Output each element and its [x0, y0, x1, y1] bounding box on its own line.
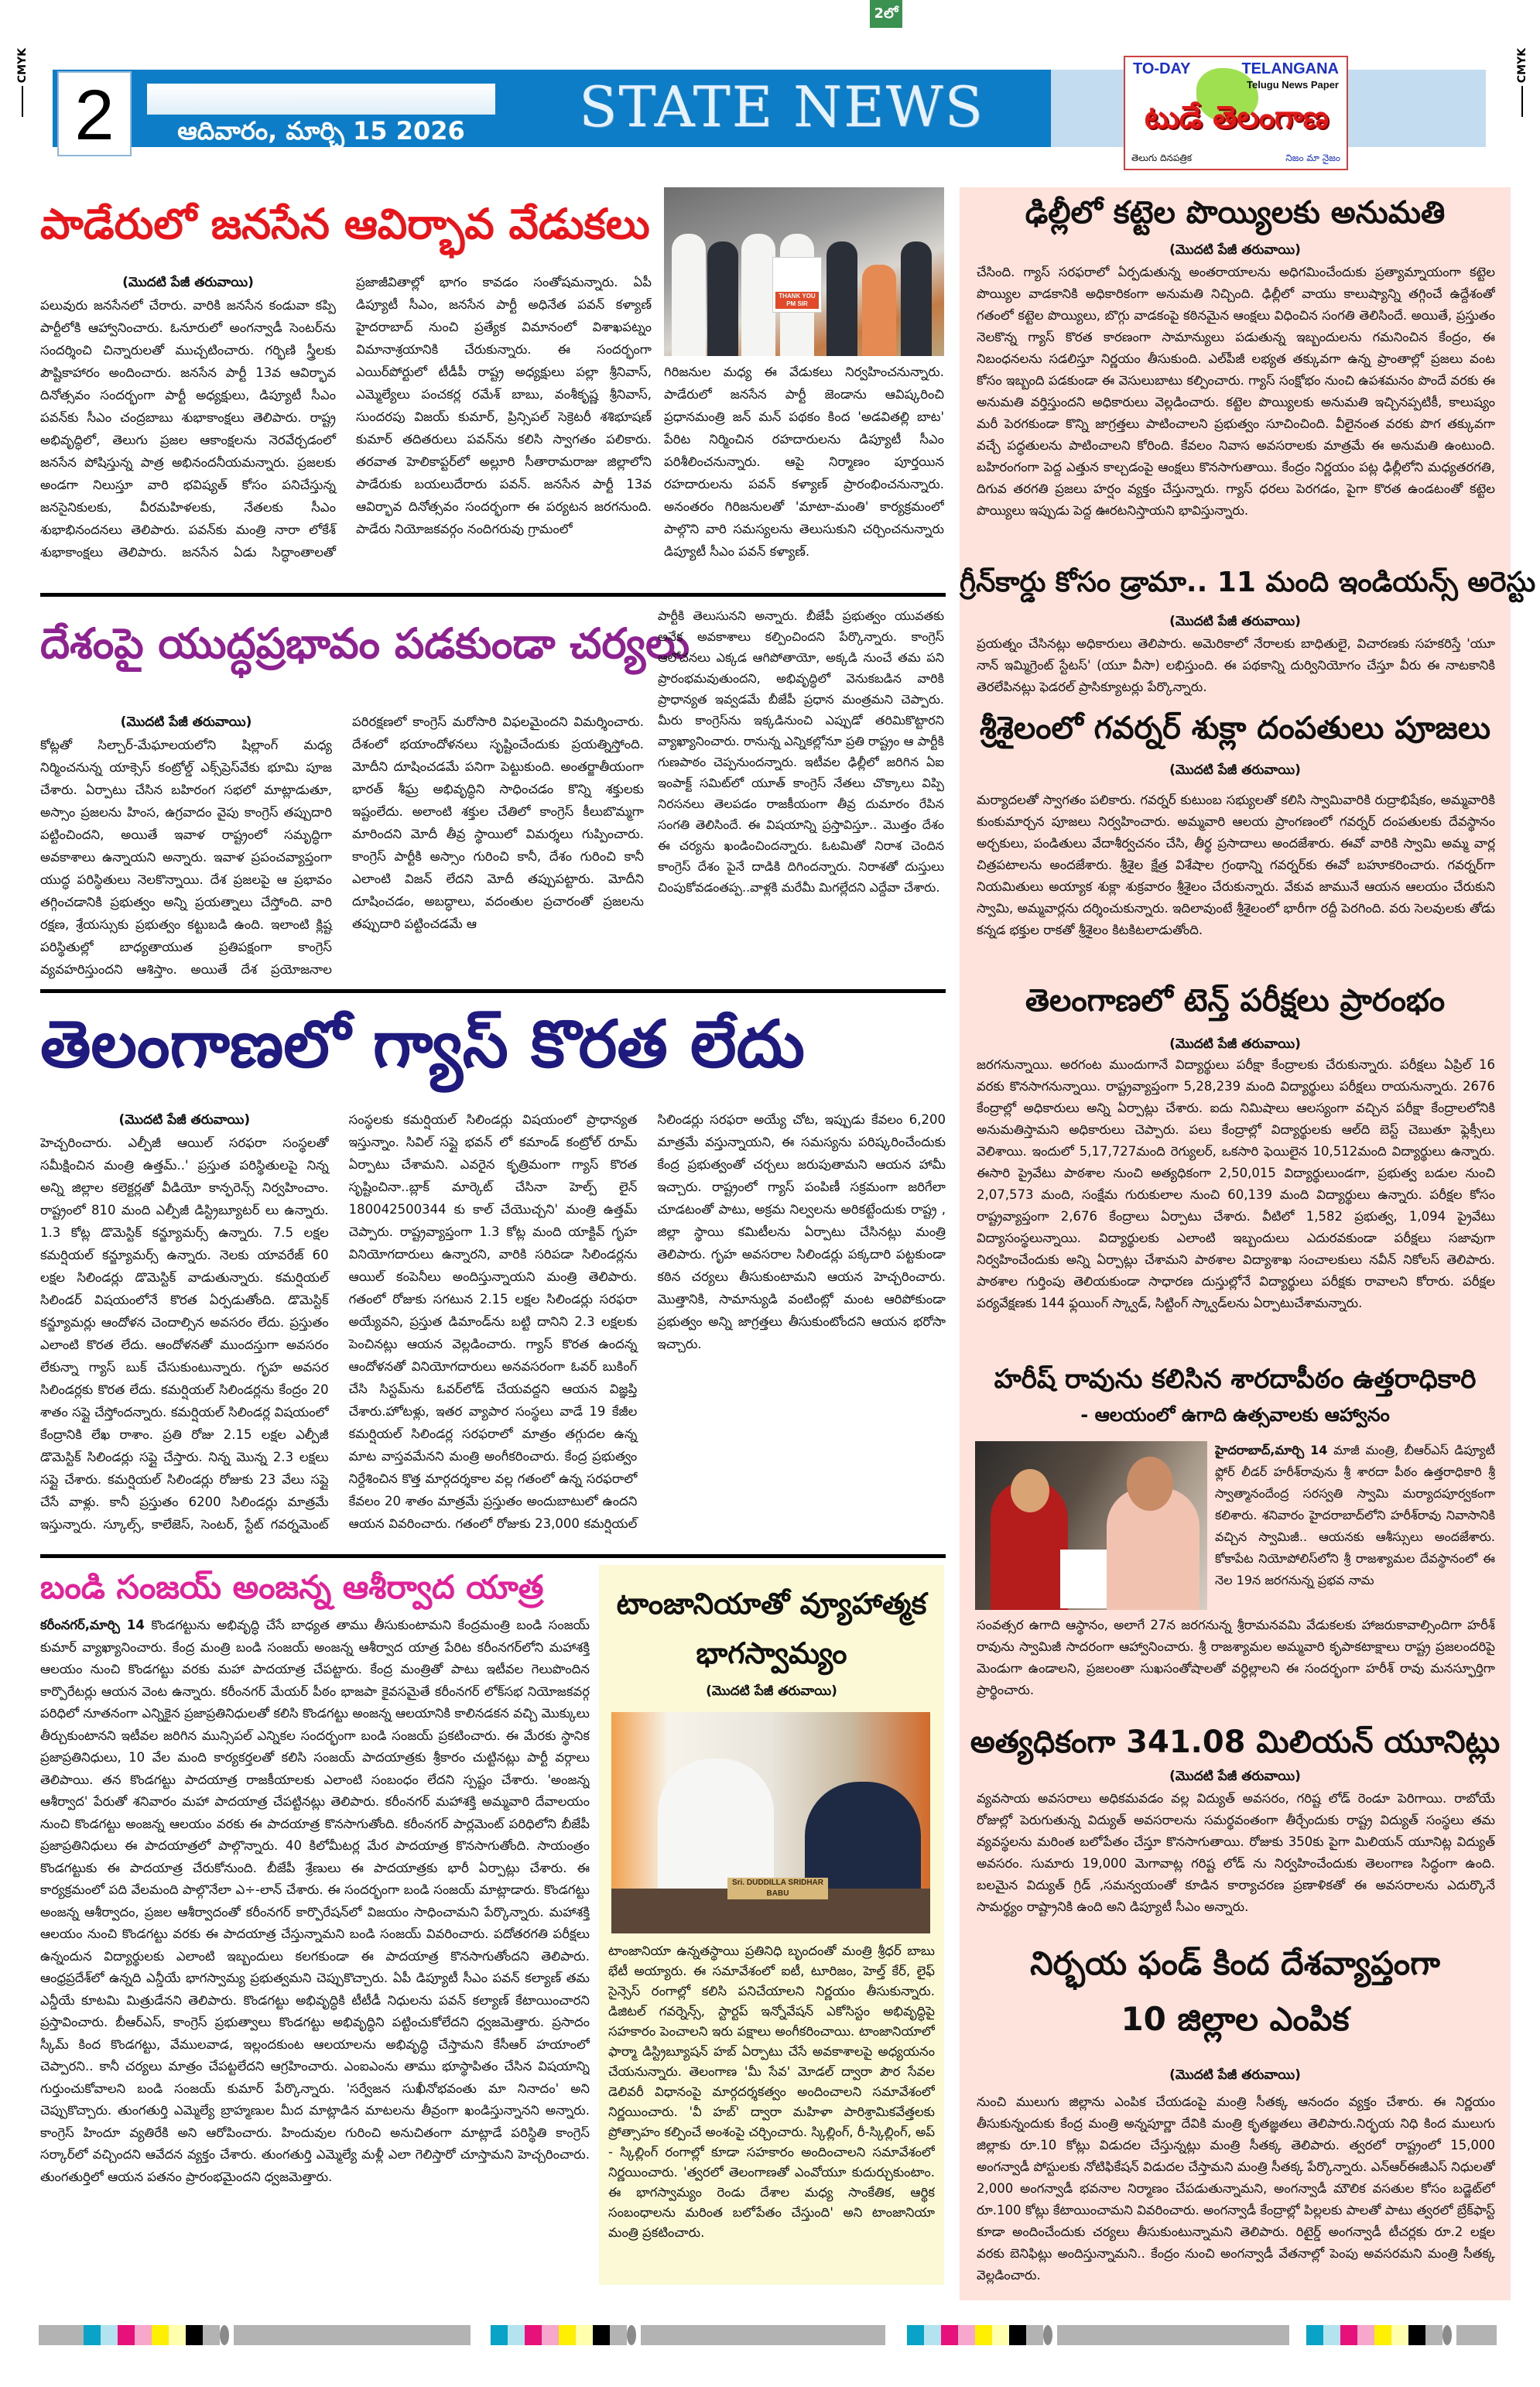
article-tenth-exams: జరగనున్నాయి. అరగంట ముందుగానే విద్యార్థులు పరీక్షా కేంద్రాలకు చేరుకున్నారు. పరీక్షలు ఏప్రిల్ 16 వరకు కొనసాగనున్నాయి. రాష్ట్రవ్యాప్తంగా 5,28,239 మంది విద్యార్థులు పరీక్షలు రాయనున్నారు. 2676 కేంద్రాల్లో అధికారులు అన్ని ఏర్పాట్లు చేశారు. ఐదు నిమిషాలు ఆలస్యంగా వచ్చిన పరీక్షా కేంద్రాలలోనికి అనుమతిస్తామని అధికారులు చెప్పారు. పలు కేంద్రాల్లో విద్యార్థులకు ఆల్‌ది బెస్ట్ చెబుతూ ఫ్లెక్సీలు వెలిశాయి. ఇందులో 5,17,727మంది రెగ్యులర్, ఒకసారి ఫెయిలైన 10,512మంది విద్యార్థులు ఉన్నారు. ఈసారి ప్రైవేటు పాఠశాల నుంచి అత్యధికంగా 2,50,015 విద్యార్థులుండగా, ప్రభుత్వ బడుల నుంచి 2,07,573 మంది, సంక్షేమ గురుకులాల నుంచి 60,139 మంది విద్యార్థులు ఉన్నారు. పరీక్షల కోసం రాష్ట్రవ్యాప్తంగా 2,676 కేంద్రాలు ఏర్పాటు చేశారు. వీటిలో 1,582 ప్రభుత్వ, 1,094 ప్రైవేటు విద్యాసంస్థలున్నాయి. విద్యార్థులకు ఎలాంటి ఇబ్బందులు ఎదురవకుండా పరీక్షలు సజావుగా నిర్వహించేందుకు అన్ని ఏర్పాట్లు చేశామని పాఠశాల విద్యాశాఖ సంచాలకులు నవీన్ నికోలస్ తెలిపారు. పాఠశాల గుర్తింపు తెలియకుండా సాధారణ దుస్తుల్లోనే విద్యార్థులు పరీక్షకు రావాలని కోరారు. పరీక్షల పర్యవేక్షణకు 144 ఫ్లయింగ్ స్క్వాడ్, సిట్టింగ్ స్క్వాడ్‌లను ఏర్పాటుచేశామన్నారు.: [977, 1057, 1495, 1310]
article-delhi-firewood: చేసింది. గ్యాస్ సరఫరాలో ఏర్పడుతున్న అంతరాయాలను అధిగమించేందుకు ప్రత్యామ్నాయంగా కట్టెల పొయ్యిల వాడకానికి అధికారికంగా అనుమతి నిచ్చింది. ఢిల్లీలో వాయు కాలుష్యాన్ని తగ్గించే ఉద్దేశంతో గతంలో కట్టెల పొయ్యిలు, బొగ్గు వాడకంపై కఠినమైన ఆంక్షలు విధించిన సంగతి తెలిసిందే. అయితే, ప్రస్తుతం నెలకొన్న గ్యాస్ కొరత కారణంగా సామాన్యులు పడుతున్న ఇబ్బందులను గమనించిన కేంద్రం, ఈ నిబంధనలను సడలిస్తూ నిర్ణయం తీసుకుంది. ఎల్‌పీజీ లభ్యత తక్కువగా ఉన్న ప్రాంతాల్లో ప్రజలు వంట కోసం ఇబ్బంది పడకుండా ఈ వెసులుబాటు కల్పించారు. గ్యాస్ సంక్షోభం నుంచి ఉపశమనం పొందే వరకు ఈ అనుమతి వర్తిస్తుందని అధికారులు వెల్లడించారు. కట్టెల పొయ్యిలకు అనుమతి ఇచ్చినప్పటికీ, కాలుష్యం మరీ పెరగకుండా కొన్ని జాగ్రత్తలు పాటించాలని ప్రభుత్వం సూచించింది. వీలైనంత వరకు పొగ తక్కువగా వచ్చే పద్ధతులను పాటించాలని కోరింది. కేవలం నివాస అవసరాలకు మాత్రమే ఈ అనుమతి ఉంటుంది. బహిరంగంగా పెద్ద ఎత్తున కాల్చడంపై ఆంక్షలు కొనసాగుతాయి. కేంద్రం నిర్ణయం పట్ల ఢిల్లీలోని మధ్యతరగతి, దిగువ తరగతి ప్రజలు హర్షం వ్యక్తం చేస్తున్నారు. గ్యాస్ ధరలు పెరగడం, పైగా కొరత ఉండటంతో కట్టెల పొయ్యిలు ఇప్పుడు పెద్ద ఊరటనిస్తాయని భావిస్తున్నారు.: [977, 265, 1495, 518]
logo-brand: టుడే తెలంగాణ: [1145, 100, 1329, 135]
article-body: హెచ్చరించారు. ఎల్పీజీ ఆయిల్ సరఫరా సంస్థలతో సమీక్షించిన మంత్రి ఉత్తమ్..' ప్రస్తుత పరిస్థితులపై నిన్న అన్ని జిల్లాల కలెక్టర్లతో వీడియో కాన్ఫరెన్స్ నిర్వహించాం. రాష్ట్రంలో 810 మంది ఎల్పీజీ డిస్ట్రిబ్యూటర్ లు ఉన్నారు. 1.3 కోట్ల డొమెస్టిక్ కన్జ్యూమర్స్ ఉన్నారు. 7.5 లక్షల కమర్షియల్ కన్జ్యూమర్స్ ఉన్నారు. నెలకు యావరేజ్ 60 లక్షల సిలిండర్లు డొమెస్టిక్ వాడుతున్నారు. కమర్షియల్ సిలిండర్ విషయంలోనే కొరత ఏర్పడుతోంది. డొమెస్టిక్ కన్జ్యూమర్లు ఆందోళన చెందాల్సిన అవసరం లేదు. ప్రస్తుతం ఎలాంటి కొరత లేదు. ఆందోళనతో ముందస్తుగా అవసరం లేకున్నా గ్యాస్ బుక్ చేసుకుంటున్నారు. గృహ అవసర సిలిండర్లకు కొరత లేదు. కమర్షియల్ సిలిండర్లను కేంద్రం 20 శాతం సప్లై చేస్తోందన్నారు. కమర్షియల్ సిలిండర్ల విషయంలో కేంద్రానికి లేఖ రాశాం. ప్రతి రోజు 2.15 లక్షల ఎల్పీజీ డొమెస్టిక్ సిలిండర్లు సప్లై చేస్తారు. నిన్న మొన్న 2.3 లక్షలు సప్లై చేశారు. కమర్షియల్ సిలిండర్లు రోజుకు 23 వేలు సప్లై చేసే వాళ్లు. కానీ ప్రస్తుతం 6200 సిలిండర్లు మాత్రమే ఇస్తున్నారు. స్కూల్స్, కాలేజెస్, సెంటర్, స్టేట్ గవర్నమెంట్ సంస్థలకు కమర్షియల్ సిలిండర్లు విషయంలో ప్రాధాన్యత ఇస్తున్నాం. సివిల్ సప్లై భవన్ లో కమాండ్ కంట్రోల్ రూమ్ ఏర్పాటు చేశామని. ఎవరైన కృత్రిమంగా గ్యాస్ కొరత సృష్టించినా..బ్లాక్ మార్కెట్ చేసినా హెల్ప్ లైన్ 180042500344 కు కాల్ చేయొచ్చని' మంత్రి ఉత్తమ్ చెప్పారు. రాష్ట్రవ్యాప్తంగా 1.3 కోట్ల మంది యాక్టివ్ గృహ వినియోగదారులు ఉన్నారని, వారికి సరిపడా సిలిండర్లను ఆయిల్ కంపెనీలు అందిస్తున్నాయని మంత్రి తెలిపారు. గతంలో రోజుకు సగటున 2.15 లక్షల సిలిండర్లు సరఫరా అయ్యేవని, ప్రస్తుత డిమాండ్‌ను బట్టి దానిని 2.3 లక్షలకు పెంచినట్లు ఆయన వెల్లడించారు. గ్యాస్ కొరత ఉందన్న ఆందోళనతో వినియోగదారులు అనవసరంగా ఓవర్ బుకింగ్ చేసి సిస్టమ్‌ను ఓవర్‌లోడ్ చేయవద్దని ఆయన విజ్ఞప్తి చేశారు.హోటళ్లు, ఇతర వ్యాపార సంస్థలు వాడే 19 కేజీల కమర్షియల్ సిలిండర్ల సరఫరాలో మాత్రం తగ్గుదల ఉన్న మాట వాస్తవమేనని మంత్రి అంగీకరించారు. కేంద్ర ప్రభుత్వం నిర్దేశించిన కొత్త మార్గదర్శకాల వల్ల గతంలో ఉన్న సరఫరాలో కేవలం 20 శాతం మాత్రమే ప్రస్తుతం అందుబాటులో ఉందని ఆయన వివరించారు. గతంలో రోజుకు 23,000 కమర్షియల్ సిలిండర్లు సరఫరా అయ్యే చోట, ఇప్పుడు కేవలం 6,200 మాత్రమే వస్తున్నాయని, ఈ సమస్యను పరిష్కరించేందుకు కేంద్ర ప్రభుత్వంతో చర్చలు జరుపుతామని ఆయన హామీ ఇచ్చారు. రాష్ట్రంలో గ్యాస్ పంపిణీ సక్రమంగా జరిగేలా చూడటంతో పాటు, అక్రమ నిల్వలను అరికట్టేందుకు రాష్ట్ర , జిల్లా స్థాయి కమిటీలను ఏర్పాటు చేసినట్లు మంత్రి తెలిపారు. గృహ అవసరాల సిలిండర్లు పక్కదారి పట్టకుండా కఠిన చర్యలు తీసుకుంటామని ఆయన హెచ్చరించారు. మొత్తానికి, సామాన్యుడి వంటింట్లో మంట ఆరిపోకుండా ప్రభుత్వం అన్ని జాగ్రత్తలు తీసుకుంటోందని ఆయన భరోసా ఇచ్చారు.: [40, 1112, 946, 1532]
divider: [40, 1554, 946, 1558]
printer-color-bar: [907, 2325, 1289, 2345]
photo-figure: [741, 234, 775, 356]
photo-face: [1011, 1469, 1049, 1512]
photo-face: [1127, 1457, 1173, 1511]
continued-label: (మొదటి పేజీ తరువాయి): [1169, 762, 1301, 778]
article-war-effect: [40, 711, 644, 985]
photo-figure: [707, 241, 738, 356]
newspaper-logo[interactable]: [1124, 56, 1348, 170]
headline-srisailam[interactable]: శ్రీశైలంలో గవర్నర్ శుక్లా దంపతులు పూజలు: [979, 711, 1491, 746]
tanzania-meeting-photo: [611, 1712, 930, 1933]
dateline: హైదరాబాద్,మార్చి 14: [1215, 1443, 1328, 1457]
dateline: కరీంనగర్,మార్చి 14: [40, 1618, 145, 1632]
continued-label: (మొదటి పేజీ తరువాయి): [1169, 1769, 1301, 1784]
photo-figure: [901, 241, 932, 356]
article-body: మాజీ మంత్రి, బీఆర్ఎస్ డిప్యూటీ ఫ్లోర్ లీడర్ హరీశ్‌రావును శ్రీ శారదా పీఠం ఉత్తరాధికారి శ్రీ స్వాత్మానందేంద్ర సరస్వతి స్వామి మర్యాదపూర్వకంగా కలిశారు. శనివారం హైదరాబాద్‌లోని హరీశ్‌రావు నివాసానికి వచ్చిన స్వామిజీ.. ఆయనకు ఆశీస్సులు అందజేశారు. కోకాపేట నియోపోలిస్‌లోని శ్రీ రాజశ్యామల దేవస్థానంలో ఈ నెల 19న జరగనున్న ప్రభవ నామ: [1215, 1443, 1495, 1587]
logo-today: TO-DAY: [1133, 60, 1191, 77]
article-columns: [40, 271, 652, 580]
photo-figure: [862, 265, 896, 356]
article-nirbhaya: నుంచి ములుగు జిల్లాను ఎంపిక చేయడంపై మంత్రి సీతక్క ఆనందం వ్యక్తం చేశారు. ఈ నిర్ణయం తీసుకున్నందుకు కేంద్ర మంత్రి అన్నపూర్ణా దేవికి మంత్రి కృతజ్ఞతలు తెలిపారు.నిర్భయ నిధి కింద ములుగు జిల్లాకు రూ.10 కోట్లు విడుదల చేస్తున్నట్లు మంత్రి సీతక్క తెలిపారు. త్వరలో రాష్ట్రంలో 15,000 అంగన్వాడీ పోస్టులకు నోటిఫికేషన్ విడుదల చేస్తామని మంత్రి సీతక్క పేర్కొన్నారు. ఎన్‌ఆర్‌ఈజీఎస్ నిధులతో 2,000 అంగన్వాడీ భవనాల నిర్మాణం చేపడుతున్నామని, అంగన్వాడీ మౌలిక వసతుల కోసం బడ్జెట్‌లో రూ.100 కోట్లు కేటాయించామని వివరించారు. అంగన్వాడీ కేంద్రాల్లో పిల్లలకు పాలతో పాటు త్వరలో బ్రేక్‌ఫాస్ట్ కూడా అందించేందుకు చర్యలు తీసుకుంటున్నామని తెలిపారు. రిటైర్డ్ అంగన్వాడీ టీచర్లకు రూ.2 లక్షల వరకు బెనిఫిట్లు అందిస్తున్నామని.. కేంద్రం నుంచి అంగన్వాడీ వేతనాల్లో పెంపు అవసరమని మంత్రి సీతక్క వెల్లడించారు.: [977, 2094, 1495, 2283]
date-box-highlight: [147, 84, 495, 115]
continued-label: (మొదటి పేజీ తరువాయి): [1169, 614, 1301, 629]
harish-rao-photo: [975, 1441, 1207, 1610]
article-columns: [40, 711, 644, 985]
name-plate: Sri. DUDDILLA SRIDHAR BABU: [727, 1878, 828, 1899]
article-body: కొండగట్టును అభివృద్ధి చేసే బాధ్యత తాము తీసుకుంటామని కేంద్రమంత్రి బండి సంజయ్ కుమార్ వ్యాఖ్యానించారు. కేంద్ర మంత్రి బండి సంజయ్ అంజన్న ఆశీర్వాద యాత్ర పేరిట కరీంనగర్‌లోని మహాశక్తి ఆలయం నుంచి కొండగట్టు వరకు మహా పాదయాత్ర చేపట్టారు. కేంద్ర మంత్రితో పాటు ఇటీవల గెలుపొందిన కార్పొరేటర్లు ఆయన వెంట ఉన్నారు. కరీంనగర్ మేయర్ పీఠం భాజపా కైవసమైతే కరీంనగర్ లోక్‌సభ నియోజకవర్గ పరిధిలో నూతనంగా ఎన్నికైన ప్రజాప్రతినిధులతో కలిసి కొండగట్టు అంజన్న ఆలయానికి కాలినడకన వచ్చి మొక్కులు తీర్చుకుంటానని ఇటీవల జరిగిన మున్సిపల్ ఎన్నికల సందర్భంగా బండి సంజయ్ ప్రకటించారు. ఈ మేరకు స్థానిక ప్రజాప్రతినిధులు, 10 వేల మంది కార్యకర్తలతో కలిసి సంజయ్ పాదయాత్రకు శ్రీకారం చుట్టినట్లు పార్టీ వర్గాలు తెలిపాయి. తన కొండగట్టు పాదయాత్ర రాజకీయాలకు ఎలాంటి సంబంధం లేదని స్పష్టం చేశారు. 'అంజన్న ఆశీర్వాద' పేరుతో శనివారం మహా పాదయాత్ర చేపట్టినట్లు తెలిపారు. కరీంనగర్ మహాశక్తి అమ్మవారి దేవాలయం నుంచి కొండగట్టు అంజన్న ఆలయం వరకు ఈ పాదయాత్ర కొనసాగుతోంది. కరీంనగర్ పార్లమెంట్ పరిధిలోని బీజేపీ ప్రజాప్రతినిధులు ఈ పాదయాత్రలో పాల్గొన్నారు. 40 కిలోమీటర్ల మేర పాదయాత్ర కొనసాగుతోంది. సాయంత్రం కొండగట్టుకు ఈ పాదయాత్ర చేరుకోనుంది. బీజేపీ శ్రేణులు ఈ పాదయాత్రకు భారీ ఏర్పాట్లు చేశారు. ఈ కార్యక్రమంలో పది వేలమంది పాల్గొనేలా ఎ÷-లాన్ చేశారు. ఈ సందర్భంగా బండి సంజయ్ మాట్లాడారు. కొండగట్టు అంజన్న ఆశీర్వాదం, ప్రజల ఆశీర్వాదంతో కరీంనగర్ కార్పొరేషన్‌లో విజయం సాధించామని పేర్కొన్నారు. మహాశక్తి ఆలయం నుంచి కొండగట్టు వరకు ఈ పాదయాత్ర చేస్తున్నామని బండి సంజయ్ వివరించారు. పదోతరగతి పరీక్షలు ఉన్నందున విద్యార్థులకు ఎలాంటి ఇబ్బందులు కలగకుండా ఈ పాదయాత్ర కొనసాగుతోందని తెలిపారు. ఆంధ్రప్రదేశ్‌లో ఉన్నది ఎన్డీయే భాగస్వామ్య ప్రభుత్వమని చెప్పుకొచ్చారు. ఏపీ డిప్యూటీ సీఎం పవన్ కల్యాణ్ తమ ఎన్డీయే కూటమి మిత్రుడేనని తెలిపారు. కొండగట్టు అభివృద్ధికి టీటీడీ నిధులను పవన్ కల్యాణ్ కేటాయించారని ప్రస్తావించారు. బీఆర్ఎస్, కాంగ్రెస్ ప్రభుత్వాలు కొండగట్టు అభివృద్ధిని పట్టించుకోలేదని ధ్వజమెత్తారు. ప్రసాదం స్కీమ్ కింద కొండగట్టు, వేములవాడ, ఇల్లందకుంట ఆలయాలను అభివృద్ధి చేస్తామని కేసీఆర్ హయాంలో చెప్పారని.. కానీ చర్యలు మాత్రం చేపట్టలేదని ఆగ్రహించారు. ఎంఐఎంను తాము భూస్థాపితం చేసిన విషయాన్ని గుర్తుంచుకోవాలని బండి సంజయ్ కుమార్ పేర్కొన్నారు. 'సర్వేజన సుఖీనోభవంతు మా నినాదం' అని చెప్పుకొచ్చారు. తుంగతుర్తి ఎమ్మెల్యే బ్రాహ్మణుల మీద మాట్లాడిన మాటలను తీవ్రంగా ఖండిస్తున్నానని అన్నారు. కాంగ్రెస్ హిందూ వ్యతిరేకి అని ఆరోపించారు. హిందువుల గురించి అనుచితంగా మాట్లాడే పరిస్థితి కాంగ్రెస్ సర్కార్‌లో వచ్చిందని ఆవేదన వ్యక్తం చేశారు. తుంగతుర్తి ఎమ్మెల్యే మళ్లీ ఎలా గెలిస్తారో చూస్తామని హెచ్చరించారు. తుంగతుర్తిలో ఆయన పతనం ప్రారంభమైందని ధ్వజమెత్తారు.: [40, 1618, 590, 2184]
continued-label: (మొదటి పేజీ తరువాయి): [120, 714, 252, 730]
printer-color-bar: [1306, 2325, 1497, 2345]
article-bandi-sanjay: [40, 1615, 590, 2288]
article-body: కోట్లతో సిల్చార్-మేఘాలయలోని షిల్లాంగ్ మధ్య నిర్మించనున్న యాక్సెస్ కంట్రోల్డ్ ఎక్స్‌ప్రెస్‌వేకు భూమి పూజ చేశారు. ఏర్పాటు చేసిన బహిరంగ సభలో మాట్లాడుతూ, అస్సాం ప్రజలను హింస, ఉగ్రవాదం వైపు కాంగ్రెస్ తప్పుదారి పట్టించిందని, అయితే ఇవాళ రాష్ట్రంలో సమృద్ధిగా అవకాశాలు ఉన్నాయని అన్నారు. ఇవాళ ప్రపంచవ్యాప్తంగా యుద్ధ పరిస్థితులు నెలకొన్నాయి. దేశ ప్రజలపై ఆ ప్రభావం తగ్గించడానికి ప్రభుత్వం అన్ని ప్రయత్నాలు చేస్తోంది. వారి రక్షణ, శ్రేయస్సుకు ప్రభుత్వం కట్టుబడి ఉంది. ఇలాంటి క్లిష్ట పరిస్థితుల్లో బాధ్యతాయుత ప్రతిపక్షంగా కాంగ్రెస్ వ్యవహరిస్తుందని ఆశిస్తాం. అయితే దేశ ప్రయోజనాల పరిరక్షణలో కాంగ్రెస్ మరోసారి విఫలమైందని విమర్శించారు. దేశంలో భయాందోళనలు సృష్టించేందుకు ప్రయత్నిస్తోంది. మోదీని దూషించడమే పనిగా పెట్టుకుంది. అంతర్జాతీయంగా భారత్ శీఘ్ర అభివృద్ధిని సాధించడం కొన్ని శక్తులకు ఇష్టంలేదు. అలాంటి శక్తుల చేతిలో కాంగ్రెస్ కీలుబొమ్మగా మారిందని మోదీ తీవ్ర స్థాయిలో విమర్శలు గుప్పించారు. కాంగ్రెస్ పార్టీకి అస్సాం గురించి కానీ, దేశం గురించి కానీ ఎలాంటి విజన్ లేదని మోదీ తప్పుపట్టారు. మోదీని దూషించడం, అబద్ధాలు, వదంతుల ప్రచారంతో ప్రజలను తప్పుదారి పట్టించడమే ఆ: [40, 714, 644, 977]
article-war-effect-side: పార్టీకి తెలుసునని అన్నారు. బీజేపీ ప్రభుత్వం యువతకు అనేక అవకాశాలు కల్పించిందని పేర్కొన్నారు. కాంగ్రెస్ ఆలోచనలు ఎక్కడ ఆగిపోతాయో, అక్కడి నుంచే తమ పని ప్రారంభమవుతుందని, అభివృద్ధిలో వెనుకబడిన వారికి ప్రాధాన్యత ఇవ్వడమే బీజేపీ ప్రధాన మంత్రమని చెప్పారు. మీరు కాంగ్రెస్‌ను ఇక్కడినుంచి ఎప్పుడో తరిమికొట్టారని వ్యాఖ్యానించారు. రానున్న ఎన్నికల్లోనూ ప్రతి రాష్ట్రం ఆ పార్టీకి గుణపాఠం చెప్పనుందన్నారు. ఇటీవల ఢిల్లీలో జరిగిన ఏఐ ఇంపాక్ట్ సమిట్‌లో యూత్ కాంగ్రెస్ నేతలు చొక్కాలు విప్పి నిరసనలు తెలపడం రాజకీయంగా తీవ్ర దుమారం రేపిన సంగతి తెలిసిందే. ఈ విషయాన్ని ప్రస్తావిస్తూ.. మొత్తం దేశం ఈ చర్యను ఖండించిందన్నారు. ఓటమితో నిరాశ చెందిన కాంగ్రెస్ దేశం పైనే దాడికి దిగిందన్నారు. నిరాశతో దుస్తులు చింపుకోవడంతప్ప..వాళ్లకి మరేమీ మిగల్లేదని ఎద్దేవా చేశారు.: [658, 608, 944, 895]
continued-label: (మొదటి పేజీ తరువాయి): [118, 1112, 251, 1128]
article-jana-sena: [40, 271, 652, 580]
invitation-letter: [1060, 1550, 1107, 1608]
headline-jana-sena[interactable]: పాడేరులో జనసేన ఆవిర్భావ వేడుకలు: [40, 200, 650, 248]
headline-nirbhaya-line2[interactable]: 10 జిల్లాల ఎంపిక: [1121, 2000, 1350, 2038]
article-gas-shortage: [40, 1108, 946, 1551]
continued-label: (మొదటి పేజీ తరువాయి): [1169, 242, 1301, 258]
continued-label: (మొదటి పేజీ తరువాయి): [706, 1683, 837, 1699]
headline-tanzania[interactable]: టాంజానియాతో వ్యూహాత్మక భాగస్వామ్యం: [616, 1587, 927, 1670]
article-tanzania: [599, 1565, 944, 2285]
logo-subtitle: Telugu News Paper: [1247, 79, 1339, 91]
issue-date: ఆదివారం, మార్చి 15 2026: [177, 116, 465, 146]
headline-tenth-exams[interactable]: తెలంగాణలో టెన్త్ పరీక్షలు ప్రారంభం: [1025, 983, 1446, 1019]
registration-bar: [1521, 86, 1523, 117]
headline-power-units[interactable]: అత్యధికంగా 341.08 మిలియన్ యూనిట్లు: [970, 1724, 1501, 1760]
photo-figure: [826, 241, 857, 356]
logo-tagline-left: తెలుగు దినపత్రిక: [1131, 152, 1193, 163]
headline-harish-rao[interactable]: హరీష్ రావును కలిసిన శారదాపీఠం ఉత్తరాధికారి: [994, 1364, 1477, 1395]
article-srisailam: మర్యాదలతో స్వాగతం పలికారు. గవర్నర్ కుటుంబ సభ్యులతో కలిసి స్వామివారికి రుద్రాభిషేకం, అమ్మవారికి కుంకుమార్చన పూజలు నిర్వహించారు. అమ్మవారి ఆలయ ప్రాంగణంలో గవర్నర్ దంపతులకు దేవస్థానం అర్చకులు, పండితులు వేదాశీర్వచనం చేసి, తీర్థ ప్రసాదాలు అందజేశారు. ఈవో వారికి స్వామి అమ్మ వార్ల చిత్రపటాలను అందజేశారు. శ్రీశైల క్షేత్ర విశేషాల గ్రంథాన్ని గవర్నర్‌కు ఈవో బహూకరించారు. గవర్నర్‌గా నియమితులు అయ్యాక శుక్లా శుక్రవారం శ్రీశైలం చేరుకున్నారు. వేకువ జామునే ఆయన ఆలయం చేరుకుని స్వామి, అమ్మవార్లను దర్శించుకున్నారు. ఇదిలావుంటే శ్రీశైలంలో భారీగా రద్దీ పెరగింది. వరు సెలవులకు తోడు కన్నడ భక్తుల రాకతో శ్రీశైలం కిటకిటలాడుతోంది.: [977, 793, 1495, 937]
continued-label: (మొదటి పేజీ తరువాయి): [122, 275, 254, 290]
article-harish-rao-continued: సంవత్సర ఉగాది ఆస్థానం, అలాగే 27న జరగనున్న శ్రీరామనవమి వేడుకలకు హాజరుకావాల్సిందిగా హరీశ్ రావును స్వామిజీ సాదరంగా ఆహ్వానించారు. శ్రీ రాజశ్యామల అమ్మవారి కృపాకటాక్షాలు రాష్ట్ర ప్రజలందరిపై మెండుగా ఉండాలని, ప్రజలంతా సుఖసంతోషాలతో వర్ధిల్లాలని ఈ సందర్భంగా హరీశ్ రావు మనస్ఫూర్తిగా ప్రార్థించారు.: [977, 1618, 1495, 1697]
jana-sena-event-photo: [664, 187, 944, 356]
article-jana-sena-side: గిరిజనుల మధ్య ఈ వేడుకలు నిర్వహించనున్నారు. పాడేరులో జనసేన పార్టీ జెండాను ఆవిష్కరించి ప్రధానమంత్రి జన్ మన్ పథకం కింద 'అడవితల్లి బాట' పేరిట నిర్మించిన రహదారులను డిప్యూటీ సీఎం పరిశీలించనున్నారు. ఆపై నిర్మాణం పూర్తయిన రహదారులను పవన్ కళ్యాణ్ ప్రారంభించనున్నారు. అనంతరం గిరిజనులతో 'మాటా-మంతి' కార్యక్రమంలో పాల్గొని వారి సమస్యలను తెలుసుకుని చర్చించనున్నారు డిప్యూటీ సీఎం పవన్ కళ్యాణ్.: [664, 365, 944, 559]
registration-mark-label: CMYK: [1516, 48, 1528, 84]
headline-bandi-sanjay[interactable]: బండి సంజయ్ అంజన్న ఆశీర్వాద యాత్ర: [40, 1568, 544, 1606]
page-number: 2: [57, 71, 132, 156]
headline-green-card[interactable]: గ్రీన్‌కార్డు కోసం డ్రామా.. 11 మంది ఇండియన్స్ అరెస్టు: [960, 567, 1536, 598]
divider: [40, 989, 946, 993]
page-continuation-tag: 2లో: [870, 0, 902, 28]
continued-label: (మొదటి పేజీ తరువాయి): [1169, 1036, 1301, 1052]
cmyk-registration-mark-left: [15, 48, 29, 133]
article-green-card: ప్రయత్నం చేసినట్లు అధికారులు తెలిపారు. అమెరికాలో నేరాలకు బాధితులై, విచారణకు సహకరిస్తే 'యూ నాన్ ఇమ్మిగ్రెంట్ స్టేటస్' (యూ వీసా) లభిస్తుంది. ఈ పథకాన్ని దుర్వినియోగం చేస్తూ వీరు ఈ నాటకానికి తెరలేపినట్లు ఫెడరల్ ప్రాసిక్యూటర్లు పేర్కొన్నారు.: [977, 636, 1495, 694]
cmyk-registration-mark-right: [1515, 48, 1529, 133]
article-body: టాంజానియా ఉన్నతస్థాయి ప్రతినిధి బృందంతో మంత్రి శ్రీధర్ బాబు భేటీ అయ్యారు. ఈ సమావేశంలో ఐటీ, టూరిజం, హెల్త్ కేర్, లైఫ్ సైన్సెస్ రంగాల్లో కలిసి పనిచేయాలని నిర్ణయం తీసుకున్నారు. డిజిటల్ గవర్నెన్స్, స్టార్టప్ ఇన్నోవేషన్ ఎకోసిస్టం అభివృద్ధిపై సహకారం పెంచాలని ఇరు పక్షాలు అంగీకరించాయి. టాంజానియాలో ఫార్మా డిస్ట్రిబ్యూషన్ హబ్ ఏర్పాటు చేసే అవకాశాలపై అధ్యయనం చేయనున్నారు. తెలంగాణ 'మీ సేవ' మోడల్ ద్వారా పౌర సేవల డెలివరీ విధానంపై మార్గదర్శకత్వం అందించాలని సమావేశంలో నిర్ణయించారు. 'వీ హబ్' ద్వారా మహిళా పారిశ్రామికవేత్తలకు ప్రోత్సాహం కల్పించే అంశంపై చర్చించారు. స్కిల్లింగ్, రీ-స్కిల్లింగ్, అప్ - స్కిల్లింగ్ రంగాల్లో కూడా సహకారం అందించాలని సమావేశంలో నిర్ణయించారు. 'త్వరలో తెలంగాణతో ఎంవోయూ కుదుర్చుకుంటాం. ఈ భాగస్వామ్యం రెండు దేశాల మధ్య సాంకేతిక, ఆర్థిక సంబంధాలను మరింత బలోపేతం చేస్తుంది' అని టాంజానియా మంత్రి ప్రకటించారు.: [608, 1944, 935, 2240]
printer-color-bar: [39, 2325, 471, 2345]
headline-war-effect[interactable]: దేశంపై యుద్ధప్రభావం పడకుండా చర్యలు: [40, 619, 690, 668]
printer-color-bar: [491, 2325, 885, 2345]
article-body: పలువురు జనసేనలో చేరారు. వారికి జనసేన కండువా కప్పి పార్టీలోకి ఆహ్వానించారు. ఓనూరులో అంగన్వాడీ సెంటర్‌ను సందర్శించి చిన్నారులతో ముచ్చటించారు. గర్భిణి స్త్రీలకు పౌష్టికాహారం అందించారు. జనసేన పార్టీ 13వ ఆవిర్భావ దినోత్సవం సందర్భంగా పార్టీ అధ్యక్షులు, డిప్యూటీ సీఎం పవన్‌కు సీఎం చంద్రబాబు శుభాకాంక్షలు తెలిపారు. రాష్ట్ర అభివృద్ధిలో, తెలుగు ప్రజల ఆకాంక్షలను నెరవేర్చడంలో జనసేన పోషిస్తున్న పాత్ర అభినందనీయమన్నారు. ప్రజలకు అండగా నిలుస్తూ వారి భవిష్యత్ కోసం పనిచేస్తున్న జనసైనికులకు, వీరమహిళలకు, నేతలకు సీఎం శుభాభినందనలు తెలిపారు. పవన్‌కు మంత్రి నారా లోకేశ్ శుభాకాంక్షలు తెలిపారు. జనసేన ఏడు సిద్ధాంతాలతో ప్రజాజీవితాల్లో భాగం కావడం సంతోషమన్నారు. ఏపీ డిప్యూటీ సీఎం, జనసేన పార్టీ అధినేత పవన్ కళ్యాణ్ హైదరాబాద్ నుంచి ప్రత్యేక విమానంలో విశాఖపట్నం విమానాశ్రయానికి చేరుకున్నారు. ఈ సందర్భంగా ఎయిర్‌పోర్టులో టీడీపీ రాష్ట్ర అధ్యక్షులు పల్లా శ్రీనివాస్, ఎమ్మెల్యేలు పంచకర్ల రమేశ్ బాబు, వంశీకృష్ణ శ్రీనివాస్, సుందరపు విజయ్ కుమార్, ప్రిన్సిపల్ సెక్రెటరీ శశిభూషణ్ కుమార్ తదితరులు పవన్‌ను కలిసి స్వాగతం పలికారు. తరవాత హెలికాప్టర్‌లో అల్లూరి సీతారామరాజు జిల్లాలోని పాడేరుకు బయలుదేరారు పవన్. జనసేన పార్టీ 13వ ఆవిర్భావ దినోత్సవం సందర్భంగా ఈ పర్యటన జరగనుంది. పాడేరు నియోజకవర్గం నందిగరువు గ్రామంలో: [40, 275, 652, 560]
headline-delhi-firewood[interactable]: ఢిల్లీలో కట్టెల పొయ్యిలకు అనుమతి: [1025, 195, 1446, 231]
continued-label: (మొదటి పేజీ తరువాయి): [1169, 2067, 1301, 2083]
logo-telangana: TELANGANA: [1241, 60, 1339, 77]
article-columns: [40, 1108, 946, 1551]
thank-you-sign: [772, 257, 822, 313]
right-column-panel: [960, 187, 1536, 2300]
divider: [40, 593, 946, 597]
thank-you-sign-text: THANK YOU PM SIR: [775, 292, 819, 309]
logo-tagline-right: నిజం మా నైజం: [1285, 152, 1340, 163]
registration-bar: [22, 86, 23, 117]
headline-nirbhaya-line1[interactable]: నిర్భయ ఫండ్ కింద దేశవ్యాప్తంగా: [1030, 1944, 1440, 1982]
subheadline-harish-rao: - ఆలయంలో ఉగాది ఉత్సవాలకు ఆహ్వానం: [1080, 1404, 1390, 1426]
photo-figure: [672, 234, 706, 356]
section-title: STATE NEWS: [579, 74, 984, 139]
article-power-units: వ్యవసాయ అవసరాలు అధికమవడం వల్ల విద్యుత్ అవసరం, గరిష్ట లోడ్ రెండూ పెరిగాయి. రాబోయే రోజుల్లో పెరుగుతున్న విద్యుత్ అవసరాలను సమర్థవంతంగా తీర్చేందుకు రాష్ట్ర విద్యుత్ సంస్థలు తమ వ్యవస్థలను మరింత బలోపేతం చేస్తూ కొనసాగుతాయి. రోజుకు 350కు పైగా మిలియన్ యూనిట్ల విద్యుత్ అవసరం. సుమారు 19,000 మెగావాట్ల గరిష్ట లోడ్ ను నిర్వహించేందుకు తెలంగాణ సిద్ధంగా ఉంది. బలమైన విద్యుత్ గ్రిడ్ ,సమన్వయంతో కూడిన కార్యాచరణ ప్రణాళికతో ఈ అవసరాలను ఎదుర్కొనే సామర్థ్యం రాష్ట్రానికి ఉంది అని డిప్యూటీ సీఎం అన్నారు.: [977, 1791, 1495, 1914]
headline-gas-shortage[interactable]: తెలంగాణలో గ్యాస్ కొరత లేదు: [40, 1006, 805, 1082]
registration-mark-label: CMYK: [16, 48, 29, 84]
article-harish-rao: [1215, 1440, 1495, 1613]
